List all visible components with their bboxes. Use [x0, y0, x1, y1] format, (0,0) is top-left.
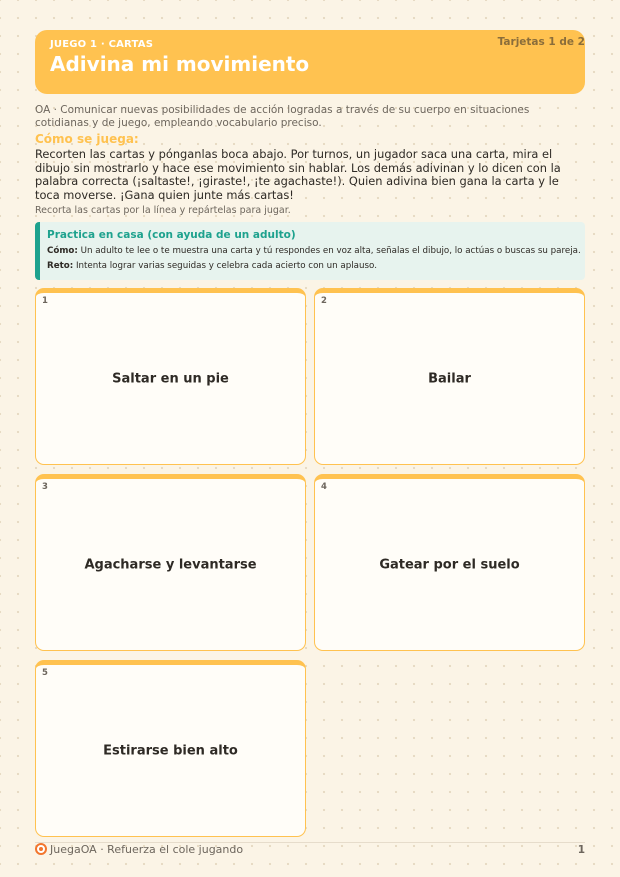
practice-challenge-label: Reto:	[47, 261, 74, 271]
card-label: Gatear por el suelo	[379, 557, 520, 572]
practice-challenge	[47, 261, 377, 271]
brand-logo-icon	[35, 843, 47, 855]
card-counter: Tarjetas 1 de 2	[497, 36, 585, 48]
card-label: Bailar	[428, 371, 471, 386]
page-title: Adivina mi movimiento	[50, 52, 310, 76]
practice-how-label: Cómo:	[47, 246, 78, 256]
practice-how	[47, 246, 581, 256]
card-2[interactable]	[314, 288, 585, 465]
card-label: Estirarse bien alto	[103, 743, 238, 758]
practice-how-text: Un adulto te lee o te muestra una carta y tú respondes en voz alta, señalas el dibujo, lo actúas o buscas su pareja.	[80, 246, 581, 256]
card-label: Agacharse y levantarse	[84, 557, 257, 572]
card-4[interactable]	[314, 474, 585, 651]
card-label: Saltar en un pie	[112, 371, 229, 386]
practice-box	[35, 222, 585, 280]
cut-hint: Recorta las cartas por la línea y repártelas para jugar.	[35, 205, 291, 216]
page-number: 1	[577, 844, 585, 856]
howto-text: Recorten las cartas y pónganlas boca abajo. Por turnos, un jugador saca una carta, mira el dibujo sin mostrarlo y hace ese movimiento sin hablar. Los demás adivinan y lo dicen con la palabra correcta (¡saltaste!, ¡giraste!, ¡te agachaste!). Quien adivina bien gana la carta y le toca moverse. ¡Gana quien junte más cartas!	[35, 147, 561, 202]
game-kicker: JUEGO 1 · CARTAS	[50, 39, 154, 50]
practice-challenge-text: Intenta lograr varias seguidas y celebra cada acierto con un aplauso.	[75, 261, 377, 271]
card-number: 1	[42, 296, 48, 306]
practice-title: Practica en casa (con ayuda de un adulto)	[47, 229, 296, 241]
learning-objective: OA · Comunicar nuevas posibilidades de acción logradas a través de su cuerpo en situaciones cotidianas y de juego, empleando vocabulario preciso.	[35, 104, 530, 129]
howto-heading: Cómo se juega:	[35, 132, 139, 146]
card-number: 3	[42, 482, 48, 492]
card-number: 5	[42, 668, 48, 678]
card-1[interactable]	[35, 288, 306, 465]
card-number: 2	[321, 296, 327, 306]
footer-brand: JuegaOA · Refuerza el cole jugando	[50, 843, 244, 856]
card-number: 4	[321, 482, 327, 492]
card-3[interactable]	[35, 474, 306, 651]
header-banner	[35, 30, 585, 94]
card-5[interactable]	[35, 660, 306, 837]
